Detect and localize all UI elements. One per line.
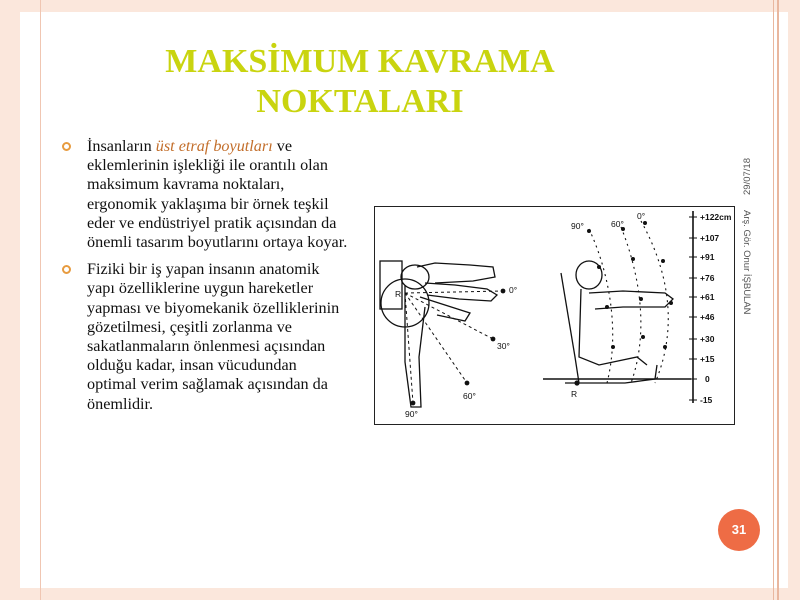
frame-top-band: [0, 0, 800, 12]
arc-point: [661, 259, 665, 263]
arc-point: [663, 345, 667, 349]
scale-label: +30: [700, 334, 715, 344]
side-head: [576, 261, 602, 289]
label-60: 60°: [463, 391, 476, 401]
reach-diagram: [374, 206, 735, 425]
reach-line-0: [405, 291, 503, 293]
bullet-ring-icon: [62, 265, 71, 274]
arc-point: [669, 301, 673, 305]
arc-point: [639, 297, 643, 301]
arc-point: [641, 335, 645, 339]
side-date-container: [738, 133, 762, 203]
bullet-item: [60, 260, 350, 414]
slide-author: Arş. Gör. Onur İŞBULAN: [741, 210, 752, 315]
label-r: R: [395, 289, 402, 299]
scale-label: +107: [700, 233, 720, 243]
scale-label: +46: [700, 312, 715, 322]
seat-back: [561, 273, 579, 383]
arc-point: [587, 229, 591, 233]
bullet-1-suffix: ve eklemlerinin işlekliği ile orantılı olan maksimum kavrama noktaları, ergonomik yaklaşıma bir örnek teşkil eder ve endüstriyel pratik açısından da önemli tasarım boyutlarını ortaya koyar.: [87, 137, 348, 252]
side-view-labels: [571, 211, 645, 399]
front-view-figure: [380, 261, 497, 407]
reach-line-60: [405, 293, 467, 383]
side-view-figure: [543, 261, 691, 383]
reach-point: [491, 337, 496, 342]
reach-diagram-svg: [375, 207, 734, 424]
arc-90: [589, 229, 613, 383]
frame-left-rule: [40, 0, 41, 600]
arc-0: [641, 221, 668, 383]
slide-title: MAKSİMUM KAVRAMA NOKTALARI: [165, 43, 555, 120]
bullet-2-text: Fiziki bir iş yapan insanın anatomik yapı özelliklerine uygun hareketler yapması ve biyomekanik özelliklerinin gözetilmesi, çeşitli zorlanma ve sakatlanmaların önlenmesi açısından olduğu kadar, insan vücudundan optimal verim sağlamak açısından da önemlidir.: [87, 260, 340, 413]
side-body: [579, 289, 647, 365]
frame-right-band: [788, 0, 800, 600]
arc-point: [597, 265, 601, 269]
page-number-badge: 31: [718, 509, 760, 551]
front-view-points: [411, 289, 506, 406]
chair-back: [380, 261, 402, 309]
arc-point: [631, 257, 635, 261]
scale-label: +61: [700, 292, 715, 302]
r-point: [574, 380, 579, 385]
reach-line-90: [405, 293, 413, 403]
frame-left-band: [0, 0, 20, 600]
bullet-list: [60, 137, 350, 422]
label-r: R: [571, 389, 578, 399]
arc-point: [643, 221, 647, 225]
frame-right-rule-thick: [777, 0, 779, 600]
label-90: 90°: [405, 409, 418, 419]
scale-label: +76: [700, 273, 715, 283]
scale-label: +122cm: [700, 212, 732, 222]
label-0: 0°: [509, 285, 518, 295]
frame-right-rule: [773, 0, 774, 600]
scale-label: 0: [705, 374, 710, 384]
label-90: 90°: [571, 221, 584, 231]
scale-labels: [700, 212, 732, 405]
frame-bottom-band: [0, 588, 800, 600]
arc-point: [605, 305, 609, 309]
height-scale: [689, 211, 732, 405]
bullet-item: [60, 137, 350, 252]
label-30: 30°: [497, 341, 510, 351]
scale-label: +91: [700, 252, 715, 262]
body-outline: [405, 285, 425, 407]
arc-point: [611, 345, 615, 349]
side-arm: [589, 291, 673, 309]
reach-point: [411, 401, 416, 406]
reach-point: [465, 381, 470, 386]
bullet-1-emphasis: üst etraf boyutları: [155, 137, 273, 155]
bullet-ring-icon: [62, 142, 71, 151]
upper-arm-3: [420, 297, 470, 321]
reach-point: [501, 289, 506, 294]
label-60: 60°: [611, 219, 624, 229]
side-author-container: [738, 210, 762, 370]
bullet-1-prefix: İnsanların: [87, 137, 156, 155]
slide-date: 29/07/18: [742, 158, 753, 195]
scale-label: -15: [700, 395, 713, 405]
scale-label: +15: [700, 354, 715, 364]
label-0: 0°: [637, 211, 646, 221]
